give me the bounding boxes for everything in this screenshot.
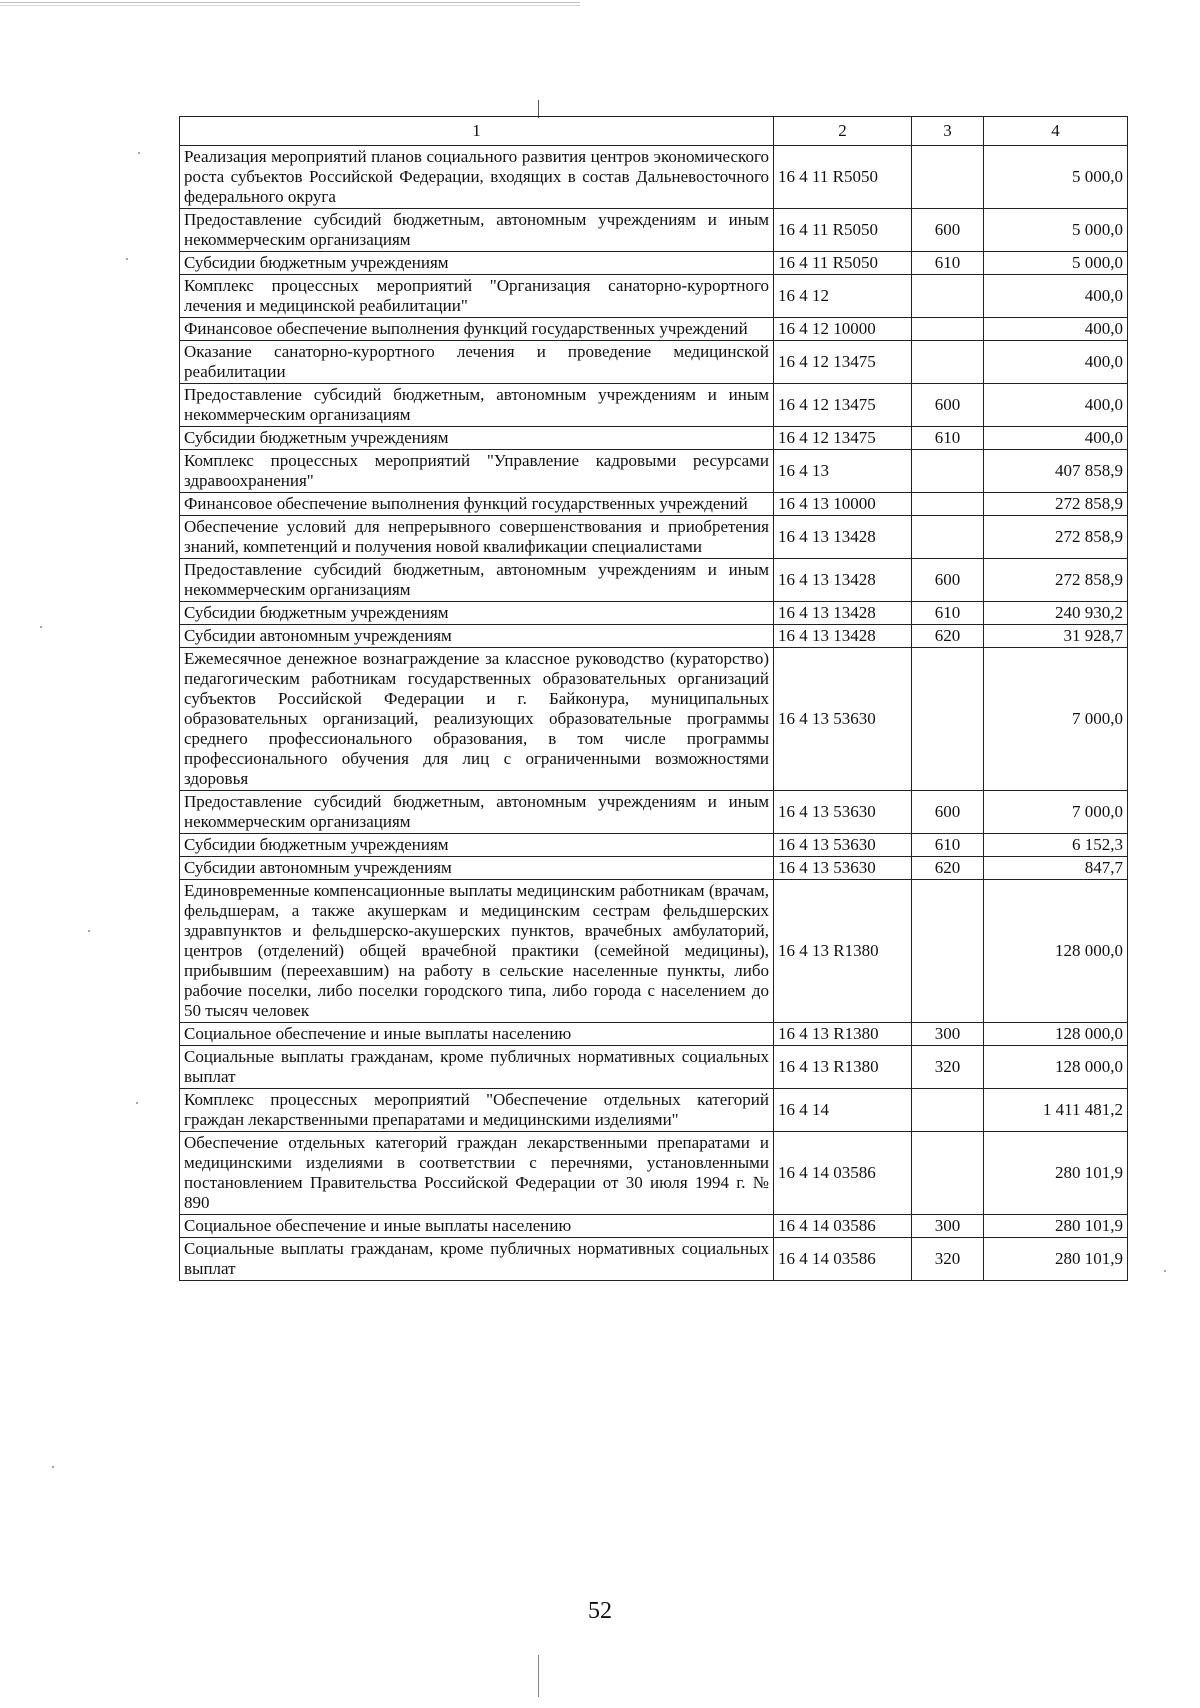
row-sum-cell: 400,0 (984, 427, 1128, 450)
scan-speck (126, 258, 128, 260)
table-row (180, 857, 1128, 880)
row-sum-cell: 5 000,0 (984, 209, 1128, 252)
row-sum-cell: 280 101,9 (984, 1132, 1128, 1215)
row-name-cell: Предоставление субсидий бюджетным, автономным учреждениям и иным некоммерческим организациям (180, 209, 774, 252)
row-code-cell: 16 4 13 13428 (774, 602, 912, 625)
row-type-cell: 600 (912, 384, 984, 427)
scan-edge-line (0, 2, 580, 3)
table-row (180, 450, 1128, 493)
row-type-cell (912, 648, 984, 791)
row-type-cell (912, 1089, 984, 1132)
row-sum-cell: 400,0 (984, 275, 1128, 318)
row-sum-cell: 6 152,3 (984, 834, 1128, 857)
row-code-cell: 16 4 13 (774, 450, 912, 493)
table-row (180, 384, 1128, 427)
row-sum-cell: 272 858,9 (984, 516, 1128, 559)
column-header-4: 4 (984, 117, 1128, 146)
row-name-cell: Обеспечение отдельных категорий граждан лекарственными препаратами и медицинскими изделиями в соответствии с перечнями, установленными постановлением Правительства Российской Федерации от 30 июля 1994 г. № 890 (180, 1132, 774, 1215)
column-header-3: 3 (912, 117, 984, 146)
row-code-cell: 16 4 13 53630 (774, 857, 912, 880)
row-code-cell: 16 4 11 R5050 (774, 209, 912, 252)
table-row (180, 1238, 1128, 1281)
table-row (180, 516, 1128, 559)
row-type-cell (912, 450, 984, 493)
row-sum-cell: 400,0 (984, 384, 1128, 427)
scan-speck (40, 626, 42, 628)
row-sum-cell: 280 101,9 (984, 1238, 1128, 1281)
table-row (180, 625, 1128, 648)
row-code-cell: 16 4 13 R1380 (774, 1023, 912, 1046)
row-name-cell: Социальные выплаты гражданам, кроме публичных нормативных социальных выплат (180, 1238, 774, 1281)
row-name-cell: Финансовое обеспечение выполнения функций государственных учреждений (180, 493, 774, 516)
table-header-row (180, 117, 1128, 146)
row-code-cell: 16 4 12 10000 (774, 318, 912, 341)
row-sum-cell: 272 858,9 (984, 493, 1128, 516)
row-type-cell (912, 493, 984, 516)
table-row (180, 1023, 1128, 1046)
row-sum-cell: 7 000,0 (984, 648, 1128, 791)
row-type-cell (912, 880, 984, 1023)
row-sum-cell: 847,7 (984, 857, 1128, 880)
row-code-cell: 16 4 13 53630 (774, 791, 912, 834)
row-type-cell (912, 146, 984, 209)
row-sum-cell: 240 930,2 (984, 602, 1128, 625)
row-code-cell: 16 4 13 R1380 (774, 880, 912, 1023)
scan-speck (1164, 1270, 1166, 1272)
row-code-cell: 16 4 13 13428 (774, 625, 912, 648)
row-sum-cell: 280 101,9 (984, 1215, 1128, 1238)
row-name-cell: Финансовое обеспечение выполнения функций государственных учреждений (180, 318, 774, 341)
row-type-cell: 600 (912, 209, 984, 252)
row-name-cell: Социальные выплаты гражданам, кроме публичных нормативных социальных выплат (180, 1046, 774, 1089)
table-row (180, 146, 1128, 209)
table-row (180, 252, 1128, 275)
table-row (180, 1089, 1128, 1132)
row-sum-cell: 5 000,0 (984, 146, 1128, 209)
table-row (180, 1215, 1128, 1238)
row-name-cell: Единовременные компенсационные выплаты медицинским работникам (врачам, фельдшерам, а также акушеркам и медицинским сестрам фельдшерских здравпунктов и фельдшерско-акушерских пунктов, врачебных амбулаторий, центров (отделений) общей врачебной практики (семейной медицины), прибывшим (переехавшим) на работу в сельские населенные пункты, либо рабочие поселки, либо поселки городского типа, либо города с населением до 50 тысяч человек (180, 880, 774, 1023)
table-row (180, 648, 1128, 791)
row-type-cell (912, 1132, 984, 1215)
scan-speck (52, 1466, 54, 1468)
row-type-cell: 320 (912, 1238, 984, 1281)
row-sum-cell: 5 000,0 (984, 252, 1128, 275)
table-row (180, 602, 1128, 625)
row-sum-cell: 272 858,9 (984, 559, 1128, 602)
row-type-cell: 300 (912, 1023, 984, 1046)
table-row (180, 318, 1128, 341)
table-row (180, 341, 1128, 384)
row-code-cell: 16 4 14 03586 (774, 1215, 912, 1238)
table-row (180, 427, 1128, 450)
row-sum-cell: 400,0 (984, 341, 1128, 384)
row-sum-cell: 31 928,7 (984, 625, 1128, 648)
row-type-cell (912, 341, 984, 384)
scan-speck (136, 1102, 138, 1104)
row-name-cell: Оказание санаторно-курортного лечения и проведение медицинской реабилитации (180, 341, 774, 384)
row-type-cell: 620 (912, 857, 984, 880)
column-header-2: 2 (774, 117, 912, 146)
row-code-cell: 16 4 14 03586 (774, 1132, 912, 1215)
row-name-cell: Субсидии бюджетным учреждениям (180, 252, 774, 275)
row-name-cell: Комплекс процессных мероприятий "Организация санаторно-курортного лечения и медицинской реабилитации" (180, 275, 774, 318)
column-header-1: 1 (180, 117, 774, 146)
row-name-cell: Субсидии бюджетным учреждениям (180, 834, 774, 857)
row-name-cell: Предоставление субсидий бюджетным, автономным учреждениям и иным некоммерческим организациям (180, 559, 774, 602)
row-name-cell: Обеспечение условий для непрерывного совершенствования и приобретения знаний, компетенций и получения новой квалификации специалистами (180, 516, 774, 559)
row-name-cell: Предоставление субсидий бюджетным, автономным учреждениям и иным некоммерческим организациям (180, 791, 774, 834)
row-code-cell: 16 4 13 13428 (774, 516, 912, 559)
table-row (180, 209, 1128, 252)
row-name-cell: Комплекс процессных мероприятий "Управление кадровыми ресурсами здравоохранения" (180, 450, 774, 493)
row-code-cell: 16 4 13 R1380 (774, 1046, 912, 1089)
row-name-cell: Реализация мероприятий планов социального развития центров экономического роста субъектов Российской Федерации, входящих в состав Дальневосточного федерального округа (180, 146, 774, 209)
row-name-cell: Субсидии бюджетным учреждениям (180, 427, 774, 450)
row-code-cell: 16 4 12 (774, 275, 912, 318)
row-sum-cell: 128 000,0 (984, 880, 1128, 1023)
row-sum-cell: 407 858,9 (984, 450, 1128, 493)
row-sum-cell: 1 411 481,2 (984, 1089, 1128, 1132)
fold-mark (538, 1655, 539, 1697)
row-type-cell: 320 (912, 1046, 984, 1089)
row-code-cell: 16 4 13 10000 (774, 493, 912, 516)
table-row (180, 493, 1128, 516)
table-row (180, 559, 1128, 602)
table-row (180, 880, 1128, 1023)
table-row (180, 1132, 1128, 1215)
row-code-cell: 16 4 14 03586 (774, 1238, 912, 1281)
row-type-cell (912, 318, 984, 341)
row-type-cell: 610 (912, 834, 984, 857)
row-sum-cell: 128 000,0 (984, 1023, 1128, 1046)
row-type-cell: 610 (912, 602, 984, 625)
row-code-cell: 16 4 11 R5050 (774, 252, 912, 275)
row-code-cell: 16 4 13 53630 (774, 834, 912, 857)
row-type-cell: 600 (912, 559, 984, 602)
row-type-cell: 600 (912, 791, 984, 834)
table-row (180, 275, 1128, 318)
scan-edge-line (0, 5, 580, 6)
row-code-cell: 16 4 12 13475 (774, 341, 912, 384)
row-code-cell: 16 4 13 53630 (774, 648, 912, 791)
row-type-cell: 610 (912, 252, 984, 275)
row-name-cell: Комплекс процессных мероприятий "Обеспечение отдельных категорий граждан лекарственными препаратами и медицинскими изделиями" (180, 1089, 774, 1132)
row-type-cell: 620 (912, 625, 984, 648)
scan-speck (138, 152, 140, 154)
row-code-cell: 16 4 11 R5050 (774, 146, 912, 209)
row-code-cell: 16 4 13 13428 (774, 559, 912, 602)
row-name-cell: Социальное обеспечение и иные выплаты населению (180, 1023, 774, 1046)
row-type-cell: 300 (912, 1215, 984, 1238)
row-name-cell: Предоставление субсидий бюджетным, автономным учреждениям и иным некоммерческим организациям (180, 384, 774, 427)
row-name-cell: Субсидии бюджетным учреждениям (180, 602, 774, 625)
row-sum-cell: 128 000,0 (984, 1046, 1128, 1089)
budget-table (179, 116, 1128, 1281)
row-name-cell: Социальное обеспечение и иные выплаты населению (180, 1215, 774, 1238)
row-name-cell: Субсидии автономным учреждениям (180, 625, 774, 648)
row-code-cell: 16 4 14 (774, 1089, 912, 1132)
page-number: 52 (588, 1598, 612, 1624)
row-name-cell: Субсидии автономным учреждениям (180, 857, 774, 880)
table-row (180, 791, 1128, 834)
table-row (180, 1046, 1128, 1089)
table-row (180, 834, 1128, 857)
scan-speck (88, 930, 90, 932)
row-type-cell: 610 (912, 427, 984, 450)
row-type-cell (912, 275, 984, 318)
row-name-cell: Ежемесячное денежное вознаграждение за классное руководство (кураторство) педагогическим работникам государственных образовательных организаций субъектов Российской Федерации и г. Байконура, муниципальных образовательных организаций, реализующих образовательные программы среднего профессионального образования, в том числе программы профессионального обучения для лиц с ограниченными возможностями здоровья (180, 648, 774, 791)
row-code-cell: 16 4 12 13475 (774, 384, 912, 427)
row-type-cell (912, 516, 984, 559)
row-sum-cell: 7 000,0 (984, 791, 1128, 834)
row-sum-cell: 400,0 (984, 318, 1128, 341)
row-code-cell: 16 4 12 13475 (774, 427, 912, 450)
